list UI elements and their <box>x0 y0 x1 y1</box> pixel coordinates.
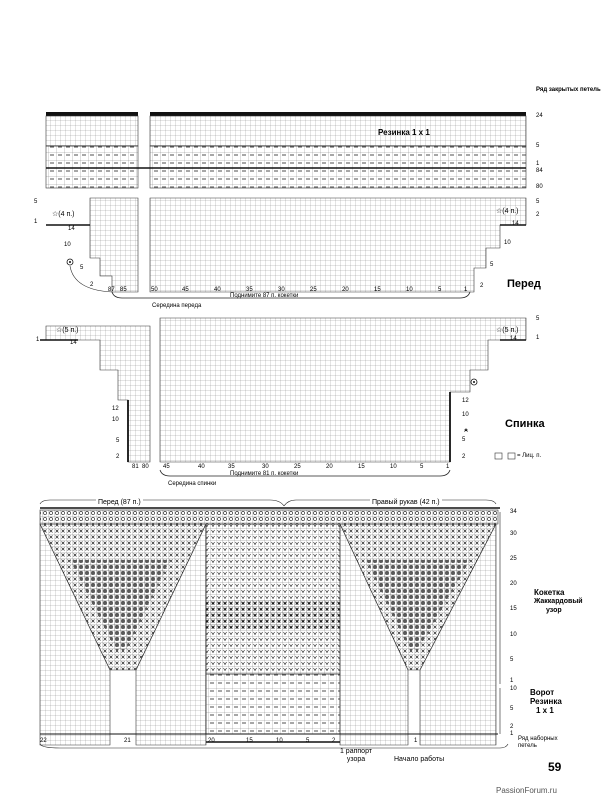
back-body-right <box>160 318 526 462</box>
page-number: 59 <box>548 760 562 774</box>
front-rib-band-right <box>150 146 526 188</box>
back-body-left <box>46 326 150 462</box>
back-right-note: ☆(5 п.) <box>496 327 519 334</box>
yoke-front-header: Перед (87 п.) <box>98 499 141 506</box>
front-rib-right <box>150 116 526 146</box>
front-body-left <box>90 198 138 292</box>
collar-label: Ворот Резинка 1 х 1 <box>530 688 562 715</box>
front-closed-row-label: Ряд закрытых петель <box>536 87 601 93</box>
watermark: PassionForum.ru <box>496 786 557 795</box>
front-center-label: Середина переда <box>152 303 202 309</box>
legend-square-icon <box>495 453 502 459</box>
front-rib-band-left <box>46 146 138 188</box>
front-section-label: Резинка 1 х 1 <box>378 128 430 137</box>
yoke-sleeve-header: Правый рукав (42 п.) <box>372 499 440 506</box>
yoke-top-band <box>40 510 498 524</box>
repeat-label: 1 раппорт узора <box>339 748 373 763</box>
back-center-label: Середина спинки <box>168 481 217 487</box>
front-right-note: ☆(4 п.) <box>496 208 519 215</box>
legend-label: = Лиц. п. <box>517 453 542 459</box>
start-label: Начало работы <box>394 756 445 763</box>
front-body-right <box>150 198 526 292</box>
front-left-note: ☆(4 п.) <box>52 211 75 218</box>
front-title: Перед <box>507 278 541 290</box>
back-title: Спинка <box>505 418 545 430</box>
yoke-label: Кокетка Жаккардовый узор <box>534 588 583 614</box>
front-rib-left <box>46 116 138 146</box>
back-pickup-label: Поднимите 81 п. кокетки <box>230 471 299 477</box>
chart-page: Ряд закрытых петель Резинка 1 х 1 Перед ☆(4 п.) ☆(4 п.) Середина переда Поднимите 87 п. кокетки 24 5 1 84 80 5 2 14 10 5 2 5 1 14 10 5 2 87 85 50 45 40 35 30 25 20 15 10 5 1 Спинка ☆(5 п.) ☆(5 п.) Середина спинки Поднимите 81 п. кокетки = Лиц. п. 5 1 14 12 10 5 2 1 14 12 10 5 2 81 80 45 40 35 30 25 20 15 10 5 1 Перед (87 п.) Правый рукав (42 п.) 34 30 25 20 15 10 5 1 10 5 2 1 Кокетка Жаккардовый узор Ворот Резинка 1 х 1 Ряд наборных петель 1 раппорт узора Начало работы 22 21 20 15 10 5 2 1 59 PassionForum.ru <box>0 0 587 800</box>
front-closed-row <box>46 112 526 116</box>
back-left-note: ☆(5 п.) <box>56 327 79 334</box>
yoke-middle-block <box>206 524 340 674</box>
front-pickup-label: Поднимите 87 п. кокетки <box>230 293 299 299</box>
cast-on-label: Ряд наборных петель <box>518 736 558 749</box>
